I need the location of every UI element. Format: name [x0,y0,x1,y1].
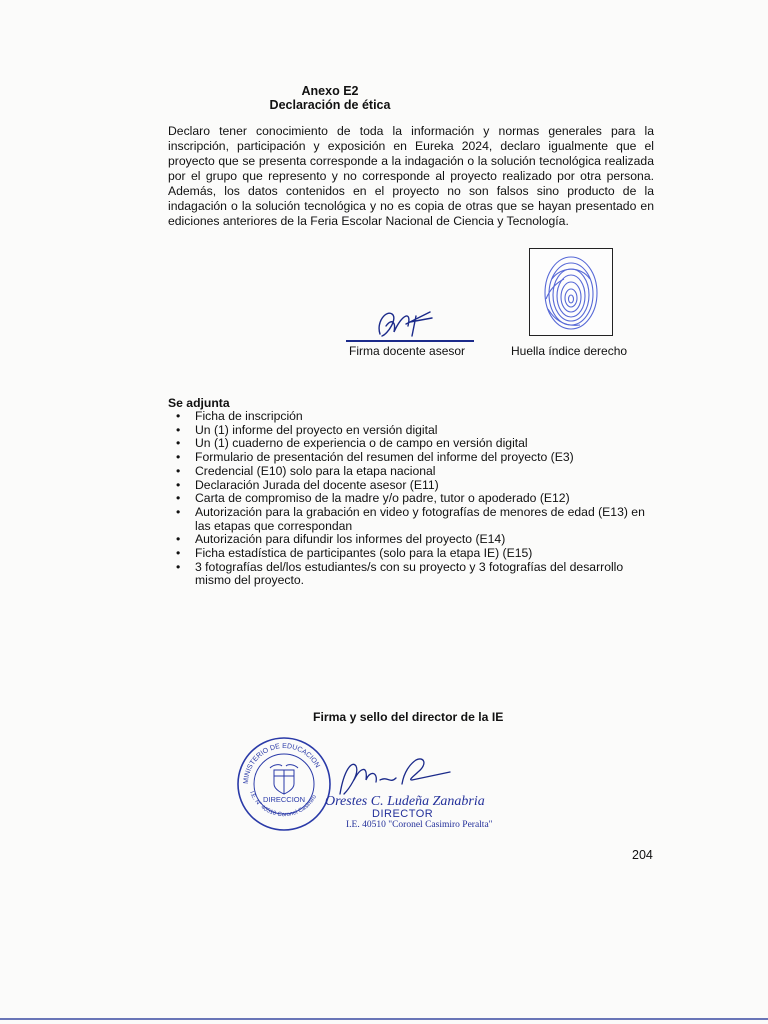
fingerprint-label: Huella índice derecho [511,344,628,358]
teacher-signature [372,304,442,344]
list-item: • Un (1) informe del proyecto en versión digital [176,422,438,437]
bullet-icon: • [176,532,181,547]
director-signature-title: Firma y sello del director de la IE [313,710,504,724]
seal-bottom-text: I.E. N° 40510 Coronel Casimiro [248,790,318,819]
list-item: • 3 fotografías del/los estudiantes/s con su proyecto y 3 fotografías del desarrollo mismo del proyecto. [176,559,624,588]
bullet-icon: • [176,504,181,519]
bullet-icon: • [176,477,181,492]
list-item: • Credencial (E10) solo para la etapa nacional [176,463,436,478]
director-role: DIRECTOR [372,808,434,820]
bullet-icon: • [176,422,181,437]
list-item: • Ficha de inscripción [176,409,303,423]
attachments-title: Se adjunta [168,396,230,410]
teacher-signature-label: Firma docente asesor [349,344,466,358]
bullet-icon: • [176,463,181,478]
seal-center-text: DIRECCION [262,795,306,804]
list-item: • Autorización para la grabación en video y fotografías de menores de edad (E13) en las etapas que correspondan [176,504,645,533]
list-item: • Ficha estadística de participantes (solo para la etapa IE) (E15) [176,546,533,561]
director-name: Orestes C. Ludeña Zanabria [325,794,485,809]
official-seal [234,734,334,834]
page-number: 204 [632,848,653,862]
director-signature [330,750,460,800]
list-item: • Carta de compromiso de la madre y/o padre, tutor o apoderado (E12) [176,491,570,506]
bullet-icon: • [176,436,181,451]
list-item: • Autorización para difundir los informes del proyecto (E14) [176,532,506,547]
teacher-signature-line [346,340,474,342]
page-title: Declaración de ética [269,98,391,112]
declaration-paragraph: Declaro tener conocimiento de toda la información y normas generales para la inscripción, participación y exposición en Eureka 2024, declaro igualmente que el proyecto que se presenta corresponde a la indagación o la solución tecnológica realizada por el grupo que represento y no corresponde al proyecto realizado por otra persona. Además, los datos contenidos en el proyecto no son falsos sino producto de la indagación o la solución tecnológica y no es copia de otras que se hayan presentado en ediciones anteriores de la Feria Escolar Nacional de Ciencia y Tecnología. [168,124,654,228]
attachments-list [176,410,658,588]
fingerprint-icon [530,249,612,335]
list-item: • Un (1) cuaderno de experiencia o de campo en versión digital [176,436,528,451]
director-school: I.E. 40510 "Coronel Casimiro Peralta" [346,820,493,830]
seal-top-text: MINISTERIO DE EDUCACION [242,742,321,785]
bullet-icon: • [176,491,181,506]
annex-label: Anexo E2 [301,84,359,98]
bullet-icon: • [176,546,181,561]
bullet-icon: • [176,409,181,423]
fingerprint-box [529,248,613,336]
bullet-icon: • [176,450,181,465]
list-item: • Formulario de presentación del resumen del informe del proyecto (E3) [176,450,574,465]
list-item: • Declaración Jurada del docente asesor (E11) [176,477,439,492]
coat-of-arms-icon [270,765,298,794]
bullet-icon: • [176,559,181,574]
scan-edge-line [0,1018,768,1020]
